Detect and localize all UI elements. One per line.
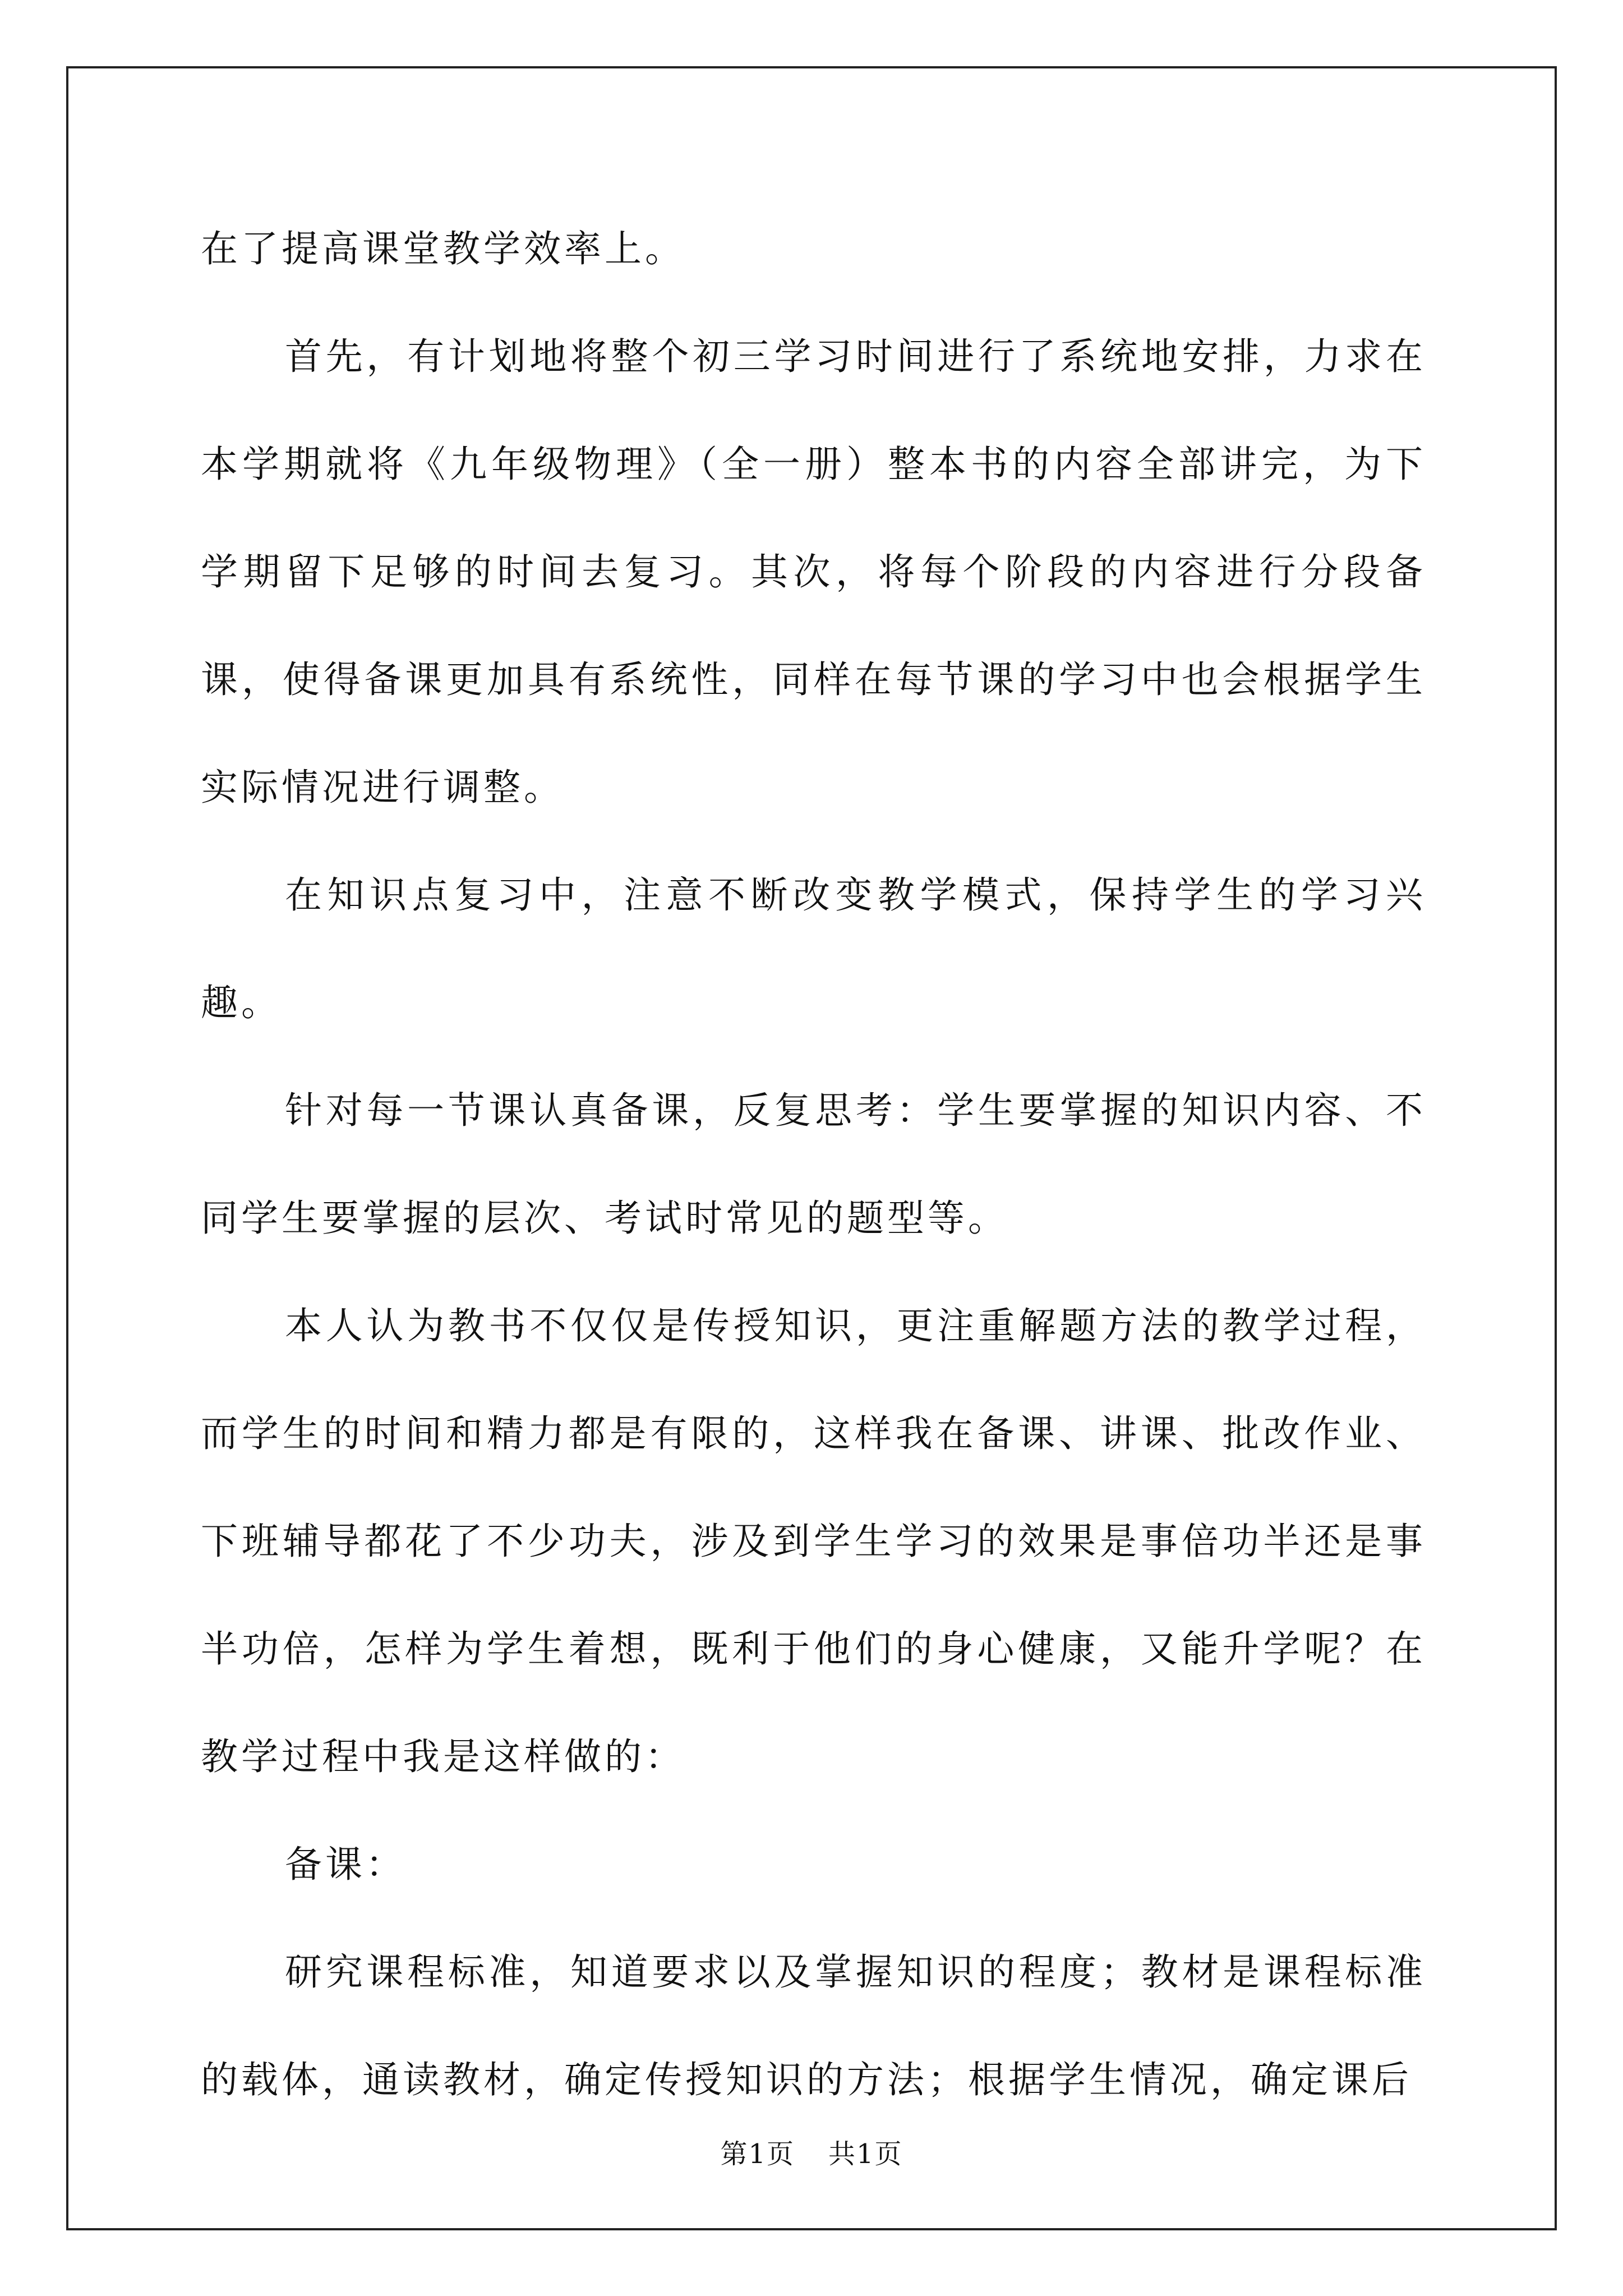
page-total: 共1页 bbox=[828, 2138, 903, 2170]
document-body bbox=[201, 195, 1426, 2134]
page-footer bbox=[0, 2137, 1623, 2171]
page-number: 第1页 bbox=[720, 2138, 795, 2170]
paragraph-continuation: 在了提高课堂教学效率上。 bbox=[201, 227, 685, 270]
paragraph-review: 在知识点复习中，注意不断改变教学模式，保持学生的学习兴趣。 bbox=[201, 873, 1426, 1024]
paragraph-heading-prep: 备课： bbox=[285, 1843, 406, 1886]
paragraph-teaching-view: 本人认为教书不仅仅是传授知识，更注重解题方法的教学过程，而学生的时间和精力都是有限的，这样我在备课、讲课、批改作业、下班辅导都花了不少功夫，涉及到学生学习的效果是事倍功半还是事半功倍，怎样为学生着想，既利于他们的身心健康，又能升学呢？在教学过程中我是这样做的： bbox=[201, 1304, 1426, 1778]
paragraph-lesson-prep: 针对每一节课认真备课，反复思考：学生要掌握的知识内容、不同学生要掌握的层次、考试时常见的题型等。 bbox=[201, 1089, 1426, 1240]
paragraph-curriculum: 研究课程标准，知道要求以及掌握知识的程度；教材是课程标准的载体，通读教材，确定传授知识的方法；根据学生情况，确定课后 bbox=[201, 1950, 1426, 2101]
paragraph-planning: 首先，有计划地将整个初三学习时间进行了系统地安排，力求在本学期就将《九年级物理》（全一册）整本书的内容全部讲完，为下学期留下足够的时间去复习。其次，将每个阶段的内容进行分段备课，使得备课更加具有系统性，同样在每节课的学习中也会根据学生实际情况进行调整。 bbox=[201, 335, 1426, 809]
